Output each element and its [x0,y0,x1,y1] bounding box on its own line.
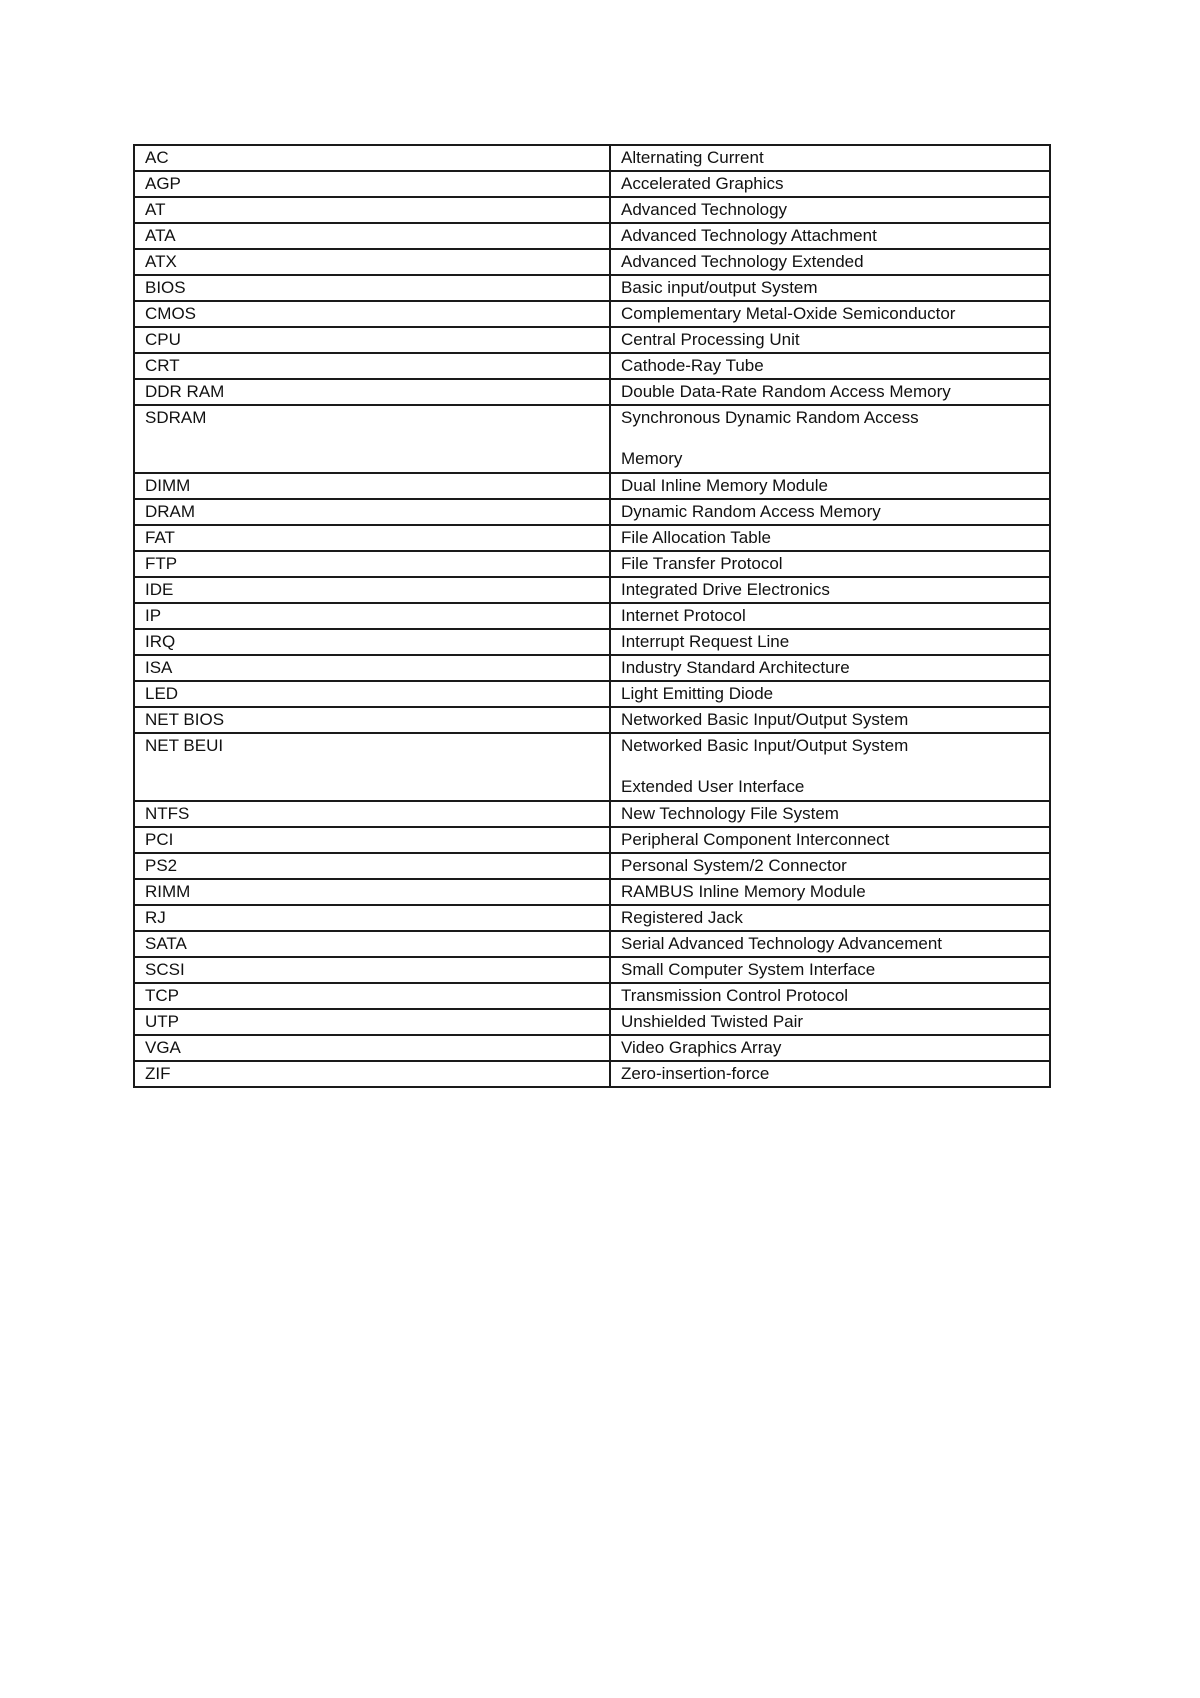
abbreviations-table [133,144,1051,1088]
abbreviation-cell: CPU [134,327,610,353]
definition-cell [610,577,1050,603]
definition-text: Double Data-Rate Random Access Memory [621,382,951,401]
abbreviation-cell: VGA [134,1035,610,1061]
definition-text-continued: Extended User Interface [621,777,805,796]
abbreviation-cell: ATA [134,223,610,249]
definition-text: Industry Standard Architecture [621,658,850,677]
table-row [134,707,1050,733]
definition-cell [610,801,1050,827]
abbreviation-cell: CMOS [134,301,610,327]
definition-text: Unshielded Twisted Pair [621,1012,804,1031]
definition-cell [610,473,1050,499]
definition-text: Accelerated Graphics [621,174,784,193]
definition-text: New Technology File System [621,804,839,823]
abbreviation-cell: LED [134,681,610,707]
abbreviation-cell: AC [134,145,610,171]
definition-text: Synchronous Dynamic Random Access [621,408,919,427]
definition-cell [610,931,1050,957]
table-row [134,223,1050,249]
abbreviation-cell: IRQ [134,629,610,655]
table-row [134,1035,1050,1061]
definition-text: Registered Jack [621,908,743,927]
abbreviation-cell: SDRAM [134,405,610,473]
table-row [134,551,1050,577]
definition-cell [610,905,1050,931]
table-row [134,499,1050,525]
definition-cell [610,603,1050,629]
abbreviation-cell: PS2 [134,853,610,879]
table-row [134,905,1050,931]
abbreviation-cell: IDE [134,577,610,603]
definition-cell [610,275,1050,301]
table-row [134,957,1050,983]
definition-cell [610,327,1050,353]
definition-text: Personal System/2 Connector [621,856,847,875]
definition-text: Networked Basic Input/Output System [621,710,909,729]
abbreviation-cell: RJ [134,905,610,931]
table-row [134,145,1050,171]
definition-text: Integrated Drive Electronics [621,580,830,599]
table-row [134,827,1050,853]
abbreviation-cell: SCSI [134,957,610,983]
abbreviation-cell: NTFS [134,801,610,827]
definition-text: Central Processing Unit [621,330,800,349]
definition-text: Dynamic Random Access Memory [621,502,881,521]
definition-cell [610,197,1050,223]
definition-cell [610,1061,1050,1087]
abbreviation-cell: DDR RAM [134,379,610,405]
definition-cell [610,171,1050,197]
definition-text: Transmission Control Protocol [621,986,849,1005]
abbreviation-cell: AT [134,197,610,223]
definition-cell [610,983,1050,1009]
definition-text: RAMBUS Inline Memory Module [621,882,866,901]
abbreviation-cell: NET BEUI [134,733,610,801]
abbreviation-cell: ZIF [134,1061,610,1087]
table-row [134,525,1050,551]
definition-text: Basic input/output System [621,278,818,297]
definition-cell [610,405,1050,473]
abbreviation-cell: ATX [134,249,610,275]
definition-text: Advanced Technology Attachment [621,226,877,245]
definition-cell [610,957,1050,983]
definition-text: Light Emitting Diode [621,684,774,703]
definition-text: Advanced Technology Extended [621,252,864,271]
abbreviation-cell: TCP [134,983,610,1009]
definition-cell [610,379,1050,405]
table-row [134,681,1050,707]
definition-cell [610,551,1050,577]
definition-cell [610,733,1050,801]
definition-cell [610,223,1050,249]
definition-text: Advanced Technology [621,200,788,219]
table-row [134,171,1050,197]
definition-cell [610,827,1050,853]
table-row [134,379,1050,405]
definition-text: Cathode-Ray Tube [621,356,764,375]
abbreviation-cell: FTP [134,551,610,577]
table-row [134,983,1050,1009]
definition-cell [610,499,1050,525]
abbreviation-cell: DIMM [134,473,610,499]
definition-text: Complementary Metal-Oxide Semiconductor [621,304,956,323]
table-row [134,853,1050,879]
abbreviation-cell: BIOS [134,275,610,301]
definition-cell [610,1035,1050,1061]
table-row [134,801,1050,827]
abbreviation-cell: IP [134,603,610,629]
table-row [134,629,1050,655]
definition-cell [610,525,1050,551]
definition-cell [610,301,1050,327]
abbreviation-cell: UTP [134,1009,610,1035]
table-row [134,473,1050,499]
table-row [134,1061,1050,1087]
abbreviation-cell: AGP [134,171,610,197]
definition-text: Networked Basic Input/Output System [621,736,909,755]
definition-cell [610,681,1050,707]
table-row [134,1009,1050,1035]
table-row [134,249,1050,275]
table-row [134,197,1050,223]
table-row [134,577,1050,603]
table-row [134,603,1050,629]
abbreviations-table-body [134,145,1050,1087]
table-row [134,301,1050,327]
definition-cell [610,1009,1050,1035]
abbreviation-cell: RIMM [134,879,610,905]
definition-text: Peripheral Component Interconnect [621,830,890,849]
table-row [134,879,1050,905]
definition-cell [610,879,1050,905]
definition-cell [610,655,1050,681]
definition-text: File Transfer Protocol [621,554,783,573]
definition-text: Alternating Current [621,148,764,167]
definition-text-continued: Memory [621,449,683,468]
definition-text: File Allocation Table [621,528,771,547]
abbreviation-cell: PCI [134,827,610,853]
abbreviation-cell: ISA [134,655,610,681]
definition-text: Small Computer System Interface [621,960,876,979]
table-row [134,405,1050,473]
definition-text: Zero-insertion-force [621,1064,770,1083]
definition-text: Internet Protocol [621,606,746,625]
abbreviation-cell: DRAM [134,499,610,525]
definition-cell [610,249,1050,275]
abbreviation-cell: FAT [134,525,610,551]
definition-cell [610,629,1050,655]
table-row [134,931,1050,957]
definition-cell [610,353,1050,379]
table-row [134,655,1050,681]
definition-cell [610,707,1050,733]
definition-text: Video Graphics Array [621,1038,782,1057]
abbreviation-cell: CRT [134,353,610,379]
definition-cell [610,145,1050,171]
table-row [134,327,1050,353]
table-row [134,353,1050,379]
table-row [134,733,1050,801]
definition-text: Serial Advanced Technology Advancement [621,934,943,953]
table-row [134,275,1050,301]
abbreviation-cell: SATA [134,931,610,957]
definition-text: Interrupt Request Line [621,632,790,651]
abbreviation-cell: NET BIOS [134,707,610,733]
definition-text: Dual Inline Memory Module [621,476,828,495]
definition-cell [610,853,1050,879]
